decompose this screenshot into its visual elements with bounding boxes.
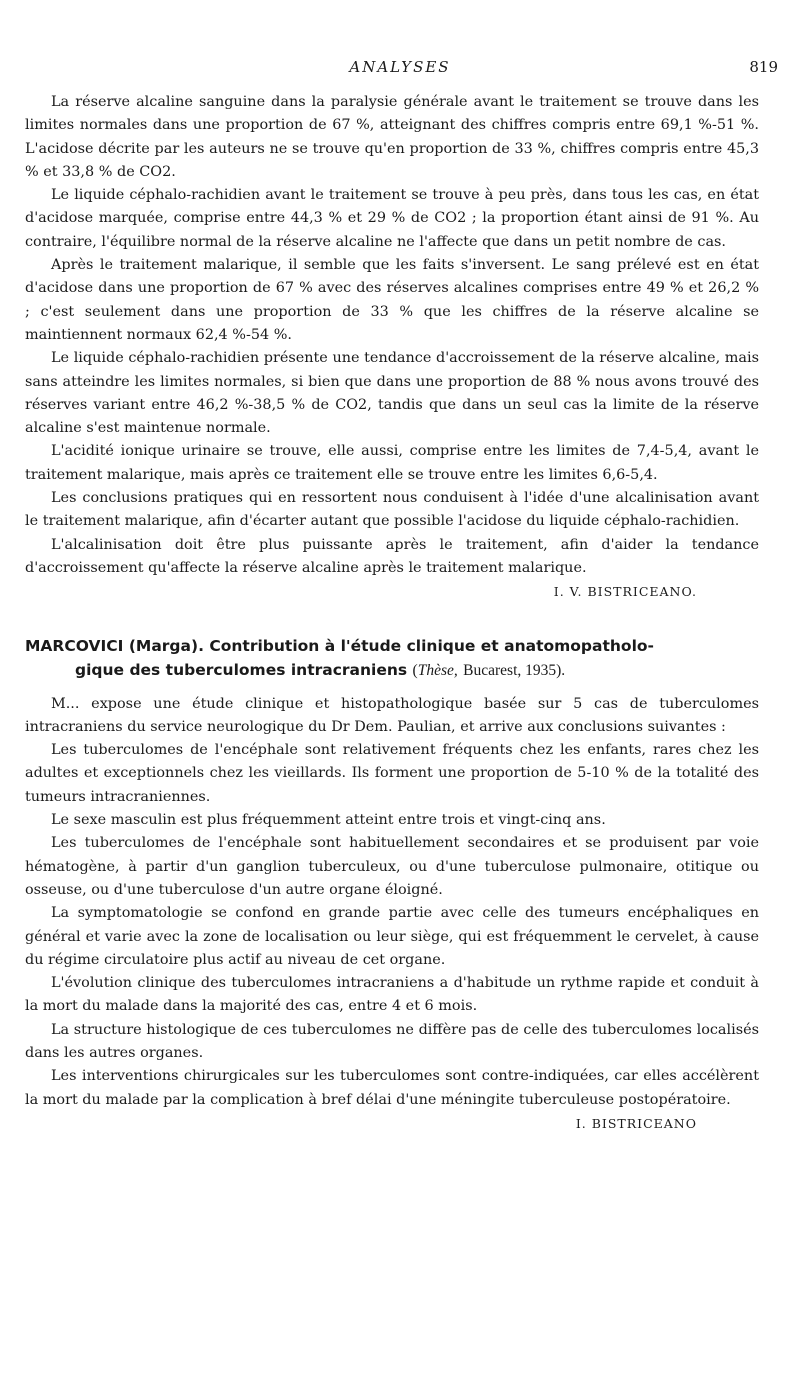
paragraph: L'acidité ionique urinaire se trouve, elle aussi, comprise entre les limites de 7,4-5,4, avant le traitement malarique, mais après ce traitement elle se trouve entre les limites 6,6-5,4. [25, 443, 759, 483]
paragraph: M... expose une étude clinique et histopathologique basée sur 5 cas de tuberculomes intracraniens du service neurologique du Dr Dem. Paulian, et arrive aux conclusions suivantes : [25, 695, 759, 735]
review-heading-line-2: gique des tuberculomes intracraniens (Thèse, Bucarest, 1935). [75, 660, 566, 679]
paragraph: Les conclusions pratiques qui en ressortent nous conduisent à l'idée d'une alcalinisation avant le traitement malarique, afin d'écarter autant que possible l'acidose du liquide céphalo-rachidien. [25, 490, 759, 530]
review-heading-line-1 [25, 634, 759, 658]
paragraph: L'alcalinisation doit être plus puissante après le traitement, afin d'aider la tendance d'accroissement qu'affecte la réserve alcaline après le traitement malarique. [25, 536, 759, 576]
page-body [25, 91, 759, 1135]
review-heading [25, 634, 759, 683]
paragraph: Le liquide céphalo-rachidien avant le traitement se trouve à peu près, dans tous les cas, en état d'acidose marquée, comprise entre 44,3 % et 29 % de CO2 ; la proportion étant ainsi de 91 %. Au contraire, l'équilibre normal de la réserve alcaline ne l'affecte que dans un petit nombre de cas. [25, 187, 759, 250]
paragraph: La réserve alcaline sanguine dans la paralysie générale avant le traitement se trouve dans les limites normales dans une proportion de 67 %, atteignant des chiffres compris entre 69,1 %-51 %. L'acidose décrite par les auteurs ne se trouve qu'en proportion de 33 %, chiffres compris entre 45,3 % et 33,8 % de CO2. [25, 94, 759, 180]
author-given-name: (Marga). [128, 636, 204, 655]
paragraph: La structure histologique de ces tuberculomes ne diffère pas de celle des tuberculomes localisés dans les autres organes. [25, 1021, 759, 1061]
work-title-part-2: gique des tuberculomes intracraniens [75, 660, 408, 679]
paragraph: Les tuberculomes de l'encéphale sont relativement fréquents chez les enfants, rares chez les adultes et exceptionnels chez les vieillards. Ils forment une proportion de 5-10 % de la totalité des tumeurs intracraniennes. [25, 742, 759, 805]
publication-place-year: Bucarest, 1935). [463, 661, 566, 679]
paragraph: Le liquide céphalo-rachidien présente une tendance d'accroissement de la réserve alcaline, mais sans atteindre les limites normales, si bien que dans une proportion de 88 % nous avons trouvé des réserves variant entre 46,2 %-38,5 % de CO2, tandis que dans un seul cas la limite de la réserve alcaline s'est maintenue normale. [25, 350, 759, 437]
work-title-part-1: Contribution à l'étude clinique et anatomopatholo- [209, 636, 654, 655]
page-number: 819 [749, 58, 778, 76]
running-title: ANALYSES [349, 58, 451, 76]
paragraph: Le sexe masculin est plus fréquemment atteint entre trois et vingt-cinq ans. [51, 812, 606, 829]
author-surname: MARCOVICI [25, 636, 124, 655]
review-alkaline-reserve [25, 91, 759, 604]
paragraph: Les interventions chirurgicales sur les tuberculomes sont contre-indiquées, car elles accélèrent la mort du malade par la complication à bref délai d'une méningite tuberculeuse postopératoire. [25, 1068, 759, 1108]
reviewer-signature: I. BISTRICEANO [575, 1115, 697, 1131]
reviewer-signature: I. V. BISTRICEANO. [553, 584, 697, 600]
publication-type: Thèse, [417, 661, 458, 679]
paragraph: La symptomatologie se confond en grande partie avec celle des tumeurs encéphaliques en général et varie avec la zone de localisation ou leur siège, qui est fréquemment le cervelet, à cause du régime circulatoire plus actif au niveau de cet organe. [25, 905, 759, 968]
running-head [0, 58, 800, 82]
paragraph: Les tuberculomes de l'encéphale sont habituellement secondaires et se produisent par voie hématogène, à partir d'un ganglion tuberculeux, ou d'une tuberculose pulmonaire, otitique ou osseuse, ou d'une tuberculose d'un autre organe éloigné. [25, 835, 759, 898]
paragraph: Après le traitement malarique, il semble que les faits s'inversent. Le sang prélevé est en état d'acidose dans une proportion de 67 % avec des réserves alcalines comprises entre 49 % et 26,2 % ; c'est seulement dans une proportion de 33 % que les chiffres de la réserve alcaline se maintiennent normaux 62,4 %-54 %. [25, 257, 759, 343]
paragraph: L'évolution clinique des tuberculomes intracraniens a d'habitude un rythme rapide et conduit à la mort du malade dans la majorité des cas, entre 4 et 6 mois. [25, 975, 759, 1015]
review-tuberculomes [25, 634, 759, 1136]
